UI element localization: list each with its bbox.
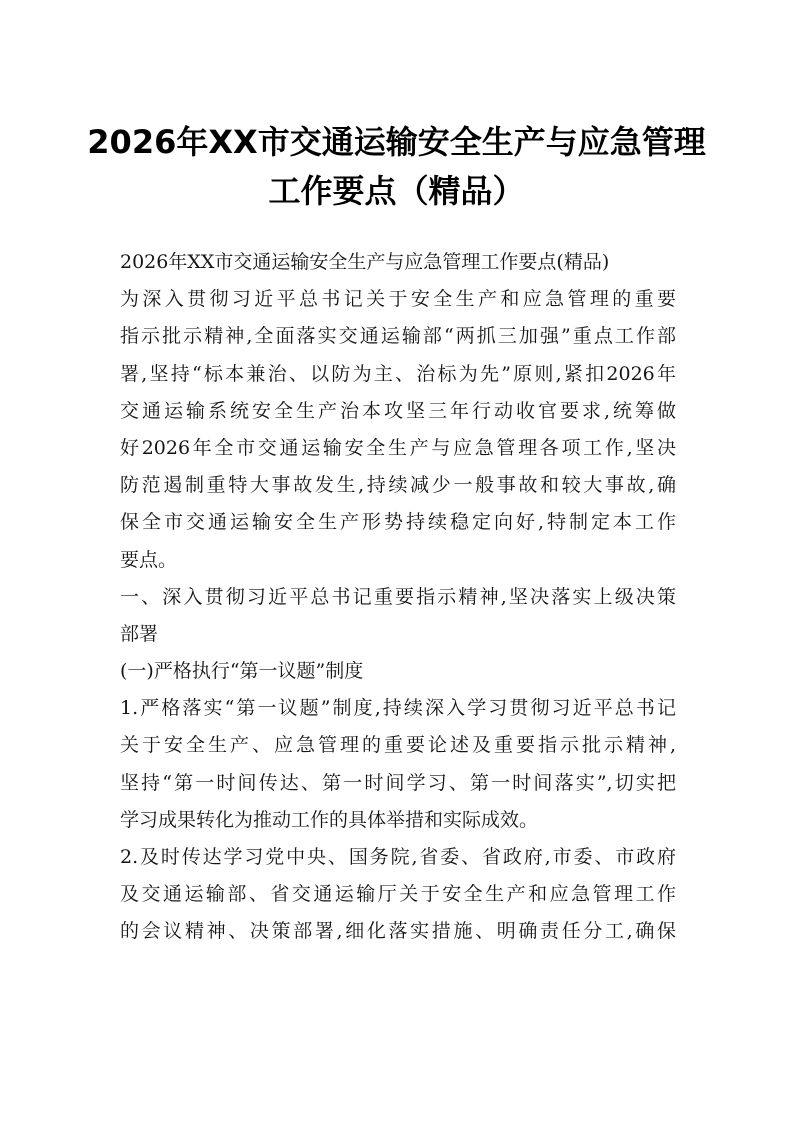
document-title-line-1: 2026年XX市交通运输安全生产与应急管理	[87, 123, 706, 161]
body-line: 1.严格落实“第一议题”制度,持续深入学习贯彻习近平总书记	[120, 697, 676, 720]
body-line: 署,坚持“标本兼治、以防为主、治标为先”原则,紧扣2026年	[120, 362, 676, 385]
body-line: 交通运输系统安全生产治本攻坚三年行动收官要求,统筹做	[120, 399, 676, 422]
body-line: 防范遏制重特大事故发生,持续减少一般事故和较大事故,确	[120, 474, 676, 497]
body-line: 保全市交通运输安全生产形势持续稳定向好,特制定本工作	[120, 511, 676, 534]
document-title-line-2: 工作要点（精品）	[268, 172, 525, 210]
body-line: 的会议精神、决策部署,细化落实措施、明确责任分工,确保	[120, 920, 676, 943]
body-line: 2.及时传达学习党中央、国务院,省委、省政府,市委、市政府	[120, 846, 676, 868]
body-line: 学习成果转化为推动工作的具体举措和实际成效。	[120, 808, 539, 831]
body-line: 要点。	[120, 548, 178, 571]
section-heading-line: 部署	[120, 622, 159, 645]
subsection-heading: (一)严格执行“第一议题”制度	[120, 660, 364, 683]
body-line: 关于安全生产、应急管理的重要论述及重要指示批示精神,	[120, 734, 676, 757]
section-heading-line: 一、深入贯彻习近平总书记重要指示精神,坚决落实上级决策	[120, 585, 676, 608]
document-body	[120, 244, 676, 951]
body-line: 好2026年全市交通运输安全生产与应急管理各项工作,坚决	[120, 436, 676, 459]
body-line: 指示批示精神,全面落实交通运输部“两抓三加强”重点工作部	[120, 325, 676, 348]
body-line: 为深入贯彻习近平总书记关于安全生产和应急管理的重要	[120, 288, 676, 311]
body-line: 及交通运输部、省交通运输厅关于安全生产和应急管理工作	[120, 883, 676, 906]
body-line: 坚持“第一时间传达、第一时间学习、第一时间落实”,切实把	[120, 771, 676, 794]
body-line: 2026年XX市交通运输安全生产与应急管理工作要点(精品)	[120, 251, 610, 273]
